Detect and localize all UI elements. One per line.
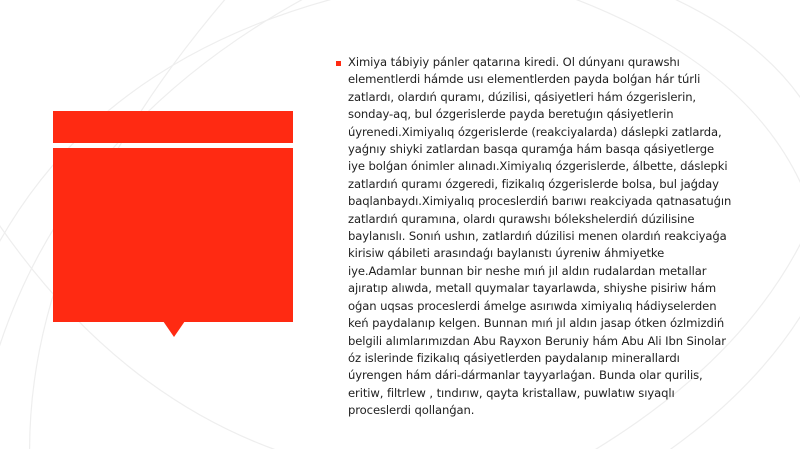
red-header-bar	[53, 111, 293, 143]
body-paragraph: Ximiya tábiyiy pánler qatarına kiredi. Ol dúnyanı qurawshı elementlerdi hámde usı elementlerden payda bolǵan hár túrli zatlardı, olardıń quramı, dúzilisi, qásiyetleri hám ózgerislerin, sonday-aq, bul ózgerislerde payda beretuǵın qásiyetlerin úyrenedi.Ximiyalıq ózgerislerde (reakciyalarda) dáslepki zatlarda, yaǵnıy shiyki zatlardan basqa quramǵa hám basqa qásiyetlerge iye bolǵan ónimler alınadı.Ximiyalıq ózgerislerde, álbette, dáslepki zatlardıń quramı ózgeredi, fizikalıq ózgerislerde bolsa, bul jaǵday baqlanbaydı.Ximiyalıq proceslerdiń barıwı reakciyada qatnasatuǵın zatlardıń quramına, olardı qurawshı bólekshelerdiń dúzilisine baylanıslı. Sonıń ushın, zatlardıń dúzilisi menen olardıń reakciyaǵa kirisiw qábileti arasındaǵı baylanıstı úyreniw áhmiyetke iye.Adamlar bunnan bir neshe mıń jıl aldın rudalardan metallar ajıratıp alıwda, metall quymalar tayarlawda, shiyshe pisiriw hám oǵan uqsas proceslerdi ámelge asırıwda ximiyalıq hádiyselerden keń paydalanıp kelgen. Bunnan mıń jıl aldın jasap ótken ózlmizdiń belgili alımlarımızdan Abu Rayxon Beruniy hám Abu Ali Ibn Sinolar óz islerinde fizikalıq qásiyetlerden paydalanıp minerallardı úyrengen hám dári-dármanlar tayyarlaǵan. Bunda olar qurilis, eritiw, filtrlew , tındırıw, qayta kristallaw, puwlatıw sıyaqlı proceslerdi qollanǵan.	[348, 55, 732, 418]
red-callout-box	[53, 148, 293, 322]
callout-pointer	[163, 321, 185, 337]
bullet-marker	[336, 61, 341, 66]
